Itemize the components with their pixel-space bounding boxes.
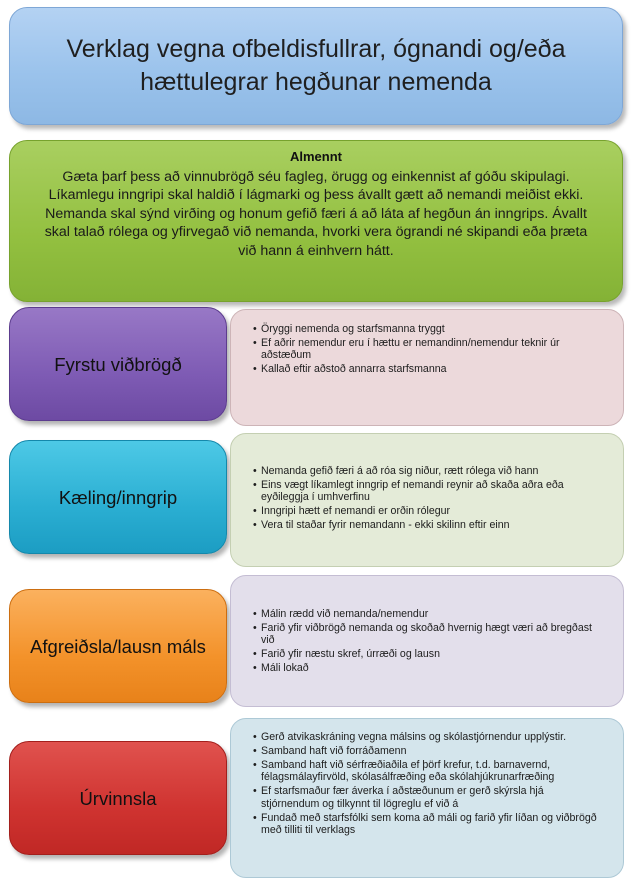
phase-panel-cooling <box>230 433 624 567</box>
page-title: Verklag vegna ofbeldisfullrar, ógnandi og/eða hættulegrar hegðunar nemenda <box>66 35 566 96</box>
list-item: • Kallað eftir aðstoð annarra starfsmanna <box>253 363 603 375</box>
list-item: • Ef aðrir nemendur eru í hættu er nemandinn/nemendur teknir úr aðstæðum <box>253 337 603 362</box>
list-item: • Málin rædd við nemanda/nemendur <box>253 608 603 620</box>
phase-panel-resolution <box>230 575 624 707</box>
list-item: • Inngripi hætt ef nemandi er orðin rólegur <box>253 505 603 517</box>
list-item: • Öryggi nemenda og starfsmanna tryggt <box>253 323 603 335</box>
phase-item-list <box>253 608 603 675</box>
list-item: • Farið yfir viðbrögð nemanda og skoðað hvernig hægt væri að bregðast við <box>253 622 603 647</box>
title-box <box>9 7 623 125</box>
phase-label-resolution <box>9 589 227 703</box>
phase-item-list <box>253 465 603 532</box>
general-text: Gæta þarf þess að vinnubrögð séu fagleg, örugg og einkennist af góðu skipulagi. Líkamlegu inngripi skal haldið í lágmarki og þess ávallt gætt að nemandi meiðist ekki. Nemanda skal sýnd virðing og honum gefið færi á að láta af hegðun án inngrips. Ávallt skal talað rólega og yfirvegað við nemanda, hvorki vera ögrandi né skipandi eða þræta við hann á einhvern hátt. <box>44 169 588 259</box>
phase-item-list <box>253 731 603 837</box>
phase-panel-follow-up <box>230 718 624 878</box>
phase-label-cooling <box>9 440 227 554</box>
list-item: • Gerð atvikaskráning vegna málsins og skólastjórnendur upplýstir. <box>253 731 603 743</box>
general-heading: Almennt <box>290 149 342 164</box>
phase-label-text: Afgreiðsla/lausn máls <box>30 635 206 657</box>
list-item: • Eins vægt líkamlegt inngrip ef nemandi reynir að skaða aðra eða eyðileggja í umhverfinu <box>253 479 603 504</box>
list-item: • Ef starfsmaður fær áverka í aðstæðunum er gerð skýrsla hjá stjórnendum og tilkynnt til lögreglu ef við á <box>253 785 603 810</box>
phase-label-text: Úrvinnsla <box>79 787 157 809</box>
list-item: • Fundað með starfsfólki sem koma að máli og farið yfir líðan og viðbrögð með tilliti til verklags <box>253 812 603 837</box>
list-item: • Samband haft við sérfræðiaðila ef þörf krefur, t.d. barnavernd, félagsmálayfirvöld, skólasálfræðing eða skólahjúkrunarfræðing <box>253 759 603 784</box>
phase-panel-first-response <box>230 309 624 426</box>
general-box <box>9 140 623 302</box>
list-item: • Farið yfir næstu skref, úrræði og lausn <box>253 648 603 660</box>
phase-label-text: Kæling/inngrip <box>58 486 178 508</box>
list-item: • Máli lokað <box>253 662 603 674</box>
list-item: • Vera til staðar fyrir nemandann - ekki skilinn eftir einn <box>253 519 603 531</box>
phase-label-follow-up <box>9 741 227 855</box>
phase-item-list <box>253 323 603 376</box>
phase-label-first-response <box>9 307 227 421</box>
phase-label-text: Fyrstu viðbrögð <box>54 353 182 375</box>
list-item: • Samband haft við forráðamenn <box>253 745 603 757</box>
list-item: • Nemanda gefið færi á að róa sig niður, rætt rólega við hann <box>253 465 603 477</box>
